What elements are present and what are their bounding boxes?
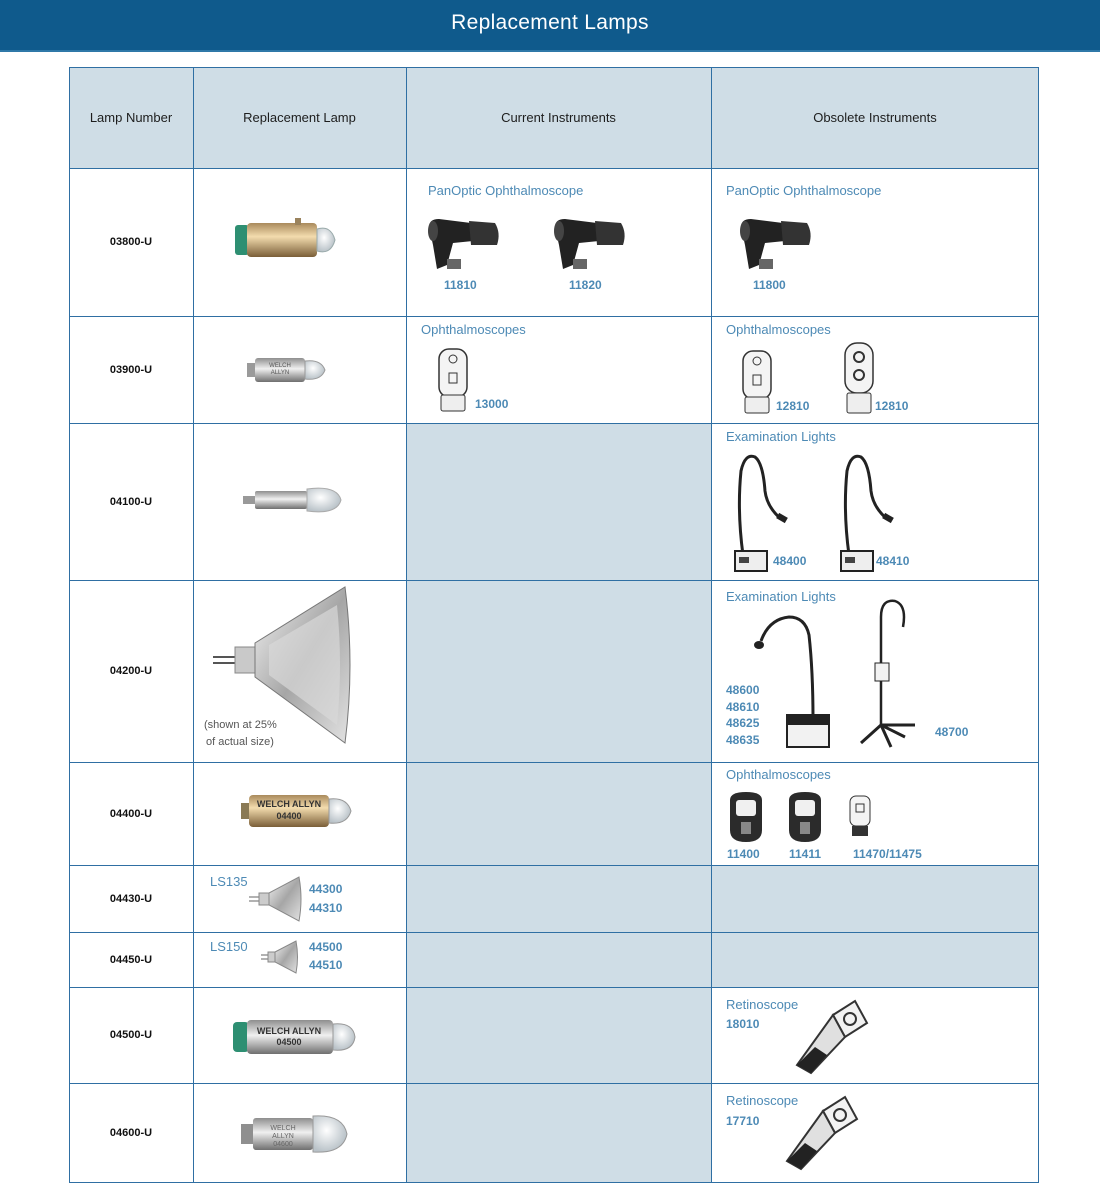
ophthalmoscope-icon bbox=[433, 345, 473, 413]
instrument-code: 18010 bbox=[726, 1017, 760, 1031]
retinoscope-icon bbox=[783, 1093, 863, 1173]
instrument-code: 11400 bbox=[727, 847, 760, 861]
obsolete-column-shading bbox=[711, 865, 1039, 987]
ophthalmoscope-icon bbox=[737, 347, 777, 415]
panoptic-ophthalmoscope-icon bbox=[737, 215, 817, 275]
grid-line bbox=[69, 1083, 1039, 1084]
bulb-icon bbox=[241, 483, 351, 517]
instrument-code: 13000 bbox=[475, 397, 509, 411]
lamp-label: LS150 bbox=[210, 939, 248, 954]
obsolete-instrument-label: Examination Lights bbox=[726, 429, 836, 444]
instrument-code: 48400 bbox=[773, 554, 807, 568]
obsolete-instrument-label: Retinoscope bbox=[726, 1093, 799, 1108]
obsolete-instrument-label: Examination Lights bbox=[726, 589, 836, 604]
svg-text:WELCH ALLYN: WELCH ALLYN bbox=[256, 1026, 322, 1036]
current-instrument-label: PanOptic Ophthalmoscope bbox=[428, 183, 584, 198]
lamp-code: 44310 bbox=[309, 901, 343, 915]
bulb-icon bbox=[237, 791, 357, 831]
instrument-code: 48625 bbox=[726, 716, 760, 730]
header-current-instruments: Current Instruments bbox=[501, 110, 616, 125]
header-replacement-lamp: Replacement Lamp bbox=[243, 110, 356, 125]
lamp-number: 03800-U bbox=[109, 236, 153, 248]
svg-text:WELCH: WELCH bbox=[270, 1125, 296, 1132]
lamp-number: 04600-U bbox=[109, 1126, 153, 1139]
bulb-icon bbox=[239, 1110, 359, 1158]
retinoscope-icon bbox=[793, 997, 873, 1077]
header-lamp-number: Lamp Number bbox=[89, 110, 173, 125]
header-obsolete-instruments: Obsolete Instruments bbox=[813, 110, 937, 125]
instrument-code: 48700 bbox=[935, 725, 969, 739]
obsolete-instrument-label: Ophthalmoscopes bbox=[726, 322, 831, 337]
grid-line bbox=[69, 987, 1039, 988]
grid-line bbox=[1038, 67, 1039, 1183]
lamp-code: 44300 bbox=[309, 882, 343, 896]
current-instrument-label: Ophthalmoscopes bbox=[421, 322, 526, 337]
scale-note-line1: (shown at 25% bbox=[204, 719, 277, 731]
scale-note-line2: of actual size) bbox=[206, 736, 274, 748]
svg-text:WELCH: WELCH bbox=[269, 363, 291, 369]
gooseneck-light-icon bbox=[749, 611, 839, 751]
svg-text:04500: 04500 bbox=[276, 1037, 302, 1047]
lamp-number: 04430-U bbox=[109, 892, 153, 905]
bulb-icon bbox=[243, 352, 333, 388]
obsolete-instrument-label: Retinoscope bbox=[726, 997, 799, 1012]
instrument-code: 11820 bbox=[569, 278, 602, 292]
ophthalmoscope-icon bbox=[845, 794, 875, 838]
grid-line bbox=[69, 168, 1039, 169]
instrument-code: 48610 bbox=[726, 700, 760, 714]
grid-line bbox=[69, 580, 1039, 581]
current-column-shading bbox=[406, 423, 711, 1183]
replacement-lamps-table bbox=[69, 67, 1039, 1183]
svg-text:ALLYN: ALLYN bbox=[272, 1133, 294, 1140]
grid-line bbox=[69, 1182, 1039, 1183]
bulb-icon bbox=[229, 1012, 359, 1062]
grid-line bbox=[69, 932, 1039, 933]
instrument-code: 11411 bbox=[789, 847, 822, 861]
lamp-label: LS135 bbox=[210, 874, 248, 889]
floor-stand-light-icon bbox=[855, 597, 925, 749]
instrument-code: 12810 bbox=[875, 399, 909, 413]
grid-line bbox=[69, 865, 1039, 866]
lamp-number: 04400-U bbox=[109, 807, 153, 820]
page-title: Replacement Lamps bbox=[451, 11, 649, 34]
svg-text:04400: 04400 bbox=[276, 811, 302, 821]
grid-line bbox=[193, 67, 194, 1183]
instrument-code: 11810 bbox=[444, 278, 477, 292]
grid-line bbox=[69, 423, 1039, 424]
instrument-code: 11800 bbox=[753, 278, 786, 292]
lamp-code: 44510 bbox=[309, 958, 343, 972]
reflector-lamp-icon bbox=[247, 875, 303, 923]
lamp-number: 04450-U bbox=[109, 953, 153, 966]
panoptic-ophthalmoscope-icon bbox=[551, 215, 631, 275]
bulb-icon bbox=[227, 215, 357, 265]
ophthalmoscope-icon bbox=[839, 339, 879, 415]
instrument-code: 17710 bbox=[726, 1114, 760, 1128]
instrument-code: 11470/11475 bbox=[853, 847, 922, 861]
lamp-code: 44500 bbox=[309, 940, 343, 954]
instrument-code: 48600 bbox=[726, 683, 760, 697]
instrument-code: 48635 bbox=[726, 733, 760, 747]
obsolete-instrument-label: Ophthalmoscopes bbox=[726, 767, 831, 782]
instrument-code: 48410 bbox=[876, 554, 910, 568]
title-banner bbox=[0, 0, 1100, 52]
lamp-number: 04100-U bbox=[109, 495, 153, 508]
svg-text:WELCH ALLYN: WELCH ALLYN bbox=[256, 799, 322, 809]
lamp-number: 03900-U bbox=[109, 363, 153, 376]
grid-line bbox=[711, 67, 712, 1183]
reflector-lamp-icon bbox=[259, 939, 299, 975]
lamp-number: 04200-U bbox=[109, 665, 153, 677]
svg-text:04600: 04600 bbox=[273, 1141, 293, 1148]
grid-line bbox=[69, 762, 1039, 763]
obsolete-instrument-label: PanOptic Ophthalmoscope bbox=[726, 183, 882, 198]
grid-line bbox=[406, 67, 407, 1183]
grid-line bbox=[69, 316, 1039, 317]
lamp-number: 04500-U bbox=[109, 1029, 153, 1041]
panoptic-ophthalmoscope-icon bbox=[425, 215, 505, 275]
svg-text:ALLYN: ALLYN bbox=[270, 370, 290, 376]
instrument-code: 12810 bbox=[776, 399, 810, 413]
ophthalmoscope-icon bbox=[726, 790, 766, 846]
ophthalmoscope-icon bbox=[785, 790, 825, 846]
